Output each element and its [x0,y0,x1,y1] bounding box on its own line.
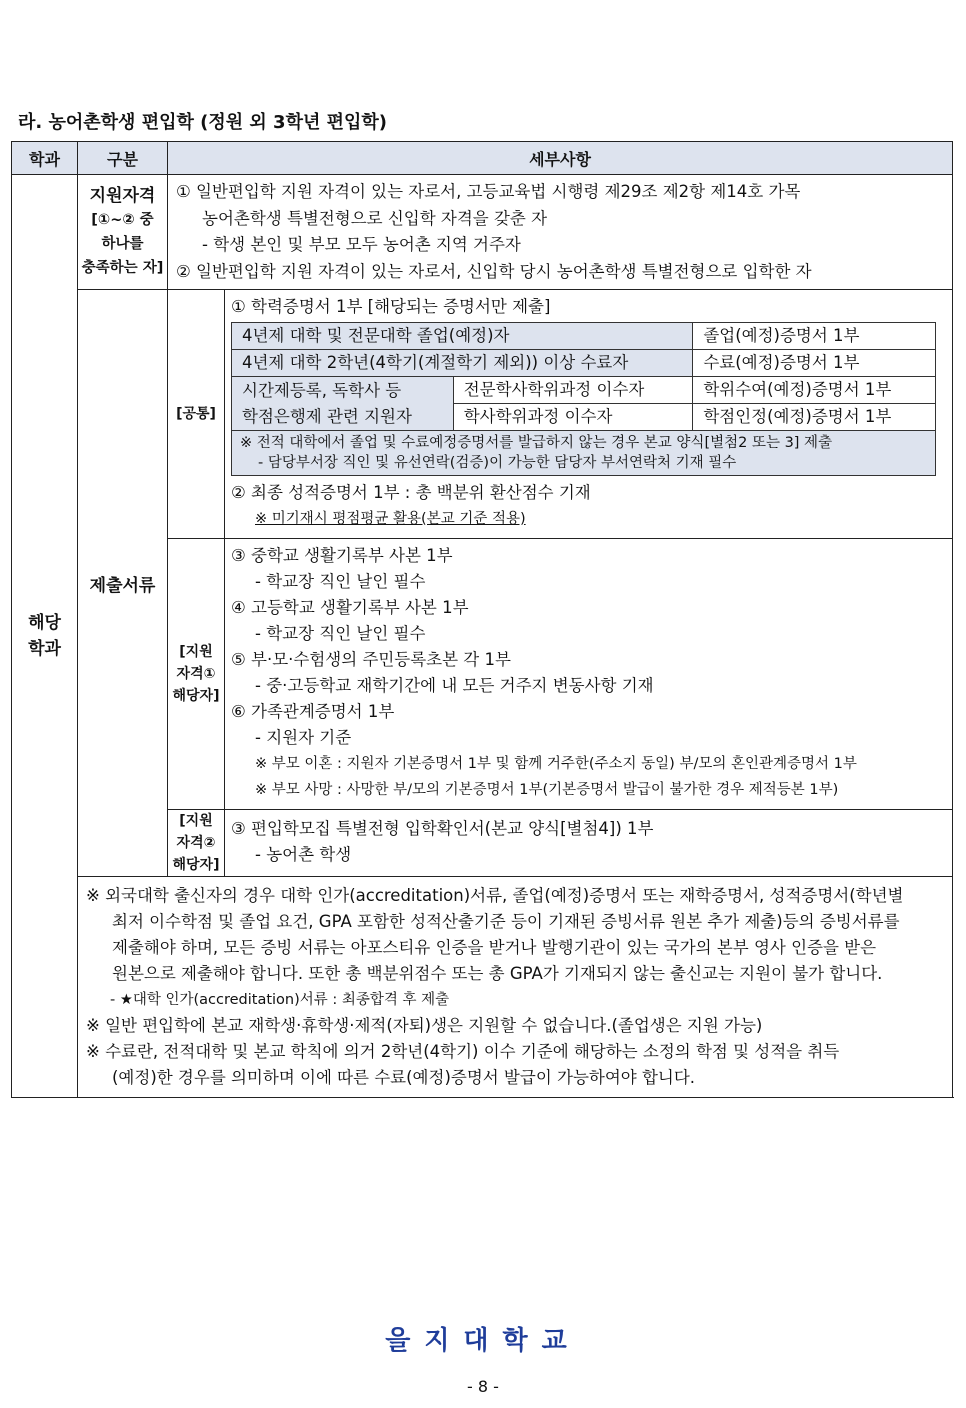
dept-cell [12,175,78,1098]
q1-line: - 지원자 기준 [255,728,352,747]
common-label: [공통] [168,290,225,539]
q1-line: - 중·고등학교 재학기간에 내 모든 거주지 변동사항 기재 [255,676,654,695]
common-note [232,431,936,476]
row-who: 4년제 대학 2학년(4학기(계절학기 제외)) 이상 수료자 [232,350,693,377]
row-doc: 수료(예정)증명서 1부 [693,350,936,377]
parttime-label [232,377,454,431]
qualification-line4: ② 일반편입학 지원 자격이 있는 자로서, 신입학 당시 농어촌학생 특별전형으로 입학한 자 [176,261,812,281]
section-heading: 라. 농어촌학생 편입학 (정원 외 3학년 편입학) [18,112,388,133]
table-row [232,323,936,350]
qualification-sub2: 하나를 [101,236,144,252]
row-who: 4년제 대학 및 전문대학 졸업(예정)자 [232,323,693,350]
header-dept: 학과 [12,142,78,175]
common-note2: - 담당부서장 직인 및 유선연락(검증)이 가능한 담당자 부서연락처 기재 필수 [258,455,737,471]
qualification-sub1: [①~② 중 [91,212,154,228]
row-who: 전문학사학위과정 이수자 [453,377,693,404]
common-item2: ② 최종 성적증명서 1부 : 총 백분위 환산점수 기재 [231,483,591,502]
qualification-label: 지원자격 [89,186,156,206]
qualification-line1: ① 일반편입학 지원 자격이 있는 자로서, 고등교육법 시행령 제29조 제2항 제14호 가목 [176,182,801,201]
q1-line: - 학교장 직인 날인 필수 [255,624,426,643]
footnote-1-sub: - ★대학 인가(accreditation)서류 : 최종합격 후 제출 [110,992,450,1008]
dept-label-line1: 해당 [28,613,61,633]
footnote-3-line2: (예정)한 경우를 의미하며 이에 따른 수료(예정)증명서 발급이 가능하여야 합니다. [112,1068,696,1087]
q1-label-line3: 해당자] [172,688,220,704]
university-name: 을지대학교 [385,1326,581,1356]
qualification-line3: - 학생 본인 및 부모 모두 농어촌 지역 거주자 [202,235,521,254]
q1-label-line1: [지원 [179,644,213,660]
footnote-3-line1: ※ 수료란, 전적대학 및 본교 학칙에 의거 2학년(4학기) 이수 기준에 해당하는 소정의 학점 및 성적을 취득 [86,1042,840,1061]
row-doc: 졸업(예정)증명서 1부 [693,323,936,350]
admission-table [11,141,953,1098]
q2-line1: ③ 편입학모집 특별전형 입학확인서(본교 양식[별첨4]) 1부 [231,819,654,838]
common-item1: ① 학력증명서 1부 [해당되는 증명서만 제출] [231,297,551,316]
footnotes [78,877,953,1098]
footnote-1-line1: ※ 외국대학 출신자의 경우 대학 인가(accreditation)서류, 졸업(예정)증명서 또는 재학증명서, 성적증명서(학년별 [86,886,904,905]
table-row [232,377,936,404]
qualification-line2: 농어촌학생 특별전형으로 신입학 자격을 갖춘 자 [202,208,548,228]
header-category: 구분 [78,142,168,175]
q1-body [225,539,953,810]
q1-line: - 학교장 직인 날인 필수 [255,572,426,591]
row-doc: 학점인정(예정)증명서 1부 [693,404,936,431]
qualification-label-cell [78,175,168,290]
q2-label-line1: [지원 [179,813,213,829]
q1-line: ③ 중학교 생활기록부 사본 1부 [231,546,453,565]
q1-note1: ※ 부모 이혼 : 지원자 기본증명서 1부 및 함께 거주한(주소지 동일) 부/모의 혼인관계증명서 1부 [255,756,857,772]
q1-line: ⑥ 가족관계증명서 1부 [231,702,395,721]
common-item2-note: ※ 미기재시 평점평균 활용(본교 기준 적용) [255,511,526,527]
q2-line2: - 농어촌 학생 [255,845,352,864]
common-note1: ※ 전적 대학에서 졸업 및 수료예정증명서를 발급하지 않는 경우 본교 양식[별첨2 또는 3] 제출 [240,435,833,451]
common-body [225,290,953,539]
row-doc: 학위수여(예정)증명서 1부 [693,377,936,404]
transcript-table [231,322,936,476]
qualification-sub3: 충족하는 자] [81,260,164,276]
dept-label-line2: 학과 [28,639,61,659]
table-row [232,350,936,377]
q2-body [225,810,953,877]
footnote-1-line3: 제출해야 하며, 모든 증빙 서류는 아포스티유 인증을 받거나 발행기관이 있는 국가의 본부 영사 인증을 받은 [112,938,877,957]
footnote-1-line2: 최저 이수학점 및 졸업 요건, GPA 포함한 성적산출기준 등이 기재된 증빙서류 원본 추가 제출)등의 증빙서류를 [112,912,900,931]
row-who: 학사학위과정 이수자 [453,404,693,431]
q2-label-line3: 해당자] [172,857,220,873]
q1-line: ④ 고등학교 생활기록부 사본 1부 [231,598,469,617]
q2-label-line2: 자격② [176,835,216,851]
q1-line: ⑤ 부·모·수험생의 주민등록초본 각 1부 [231,650,511,669]
q1-label [168,539,225,810]
header-details: 세부사항 [168,142,953,175]
footnote-1-line4: 원본으로 제출해야 합니다. 또한 총 백분위점수 또는 총 GPA가 기재되지 않는 출신교는 지원이 불가 합니다. [112,964,883,983]
footnote-2: ※ 일반 편입학에 본교 재학생·휴학생·제적(자퇴)생은 지원할 수 없습니다.(졸업생은 지원 가능) [86,1016,763,1035]
qualification-body [168,175,953,290]
page-number: - 8 - [467,1377,499,1396]
parttime-label-line1: 시간제등록, 독학사 등 [242,380,402,400]
q1-label-line2: 자격① [176,666,216,682]
q1-note2: ※ 부모 사망 : 사망한 부/모의 기본증명서 1부(기본증명서 발급이 불가한 경우 제적등본 1부) [255,782,839,798]
parttime-label-line2: 학점은행제 관련 지원자 [242,406,412,426]
q2-label [168,810,225,877]
documents-label: 제출서류 [78,290,168,877]
